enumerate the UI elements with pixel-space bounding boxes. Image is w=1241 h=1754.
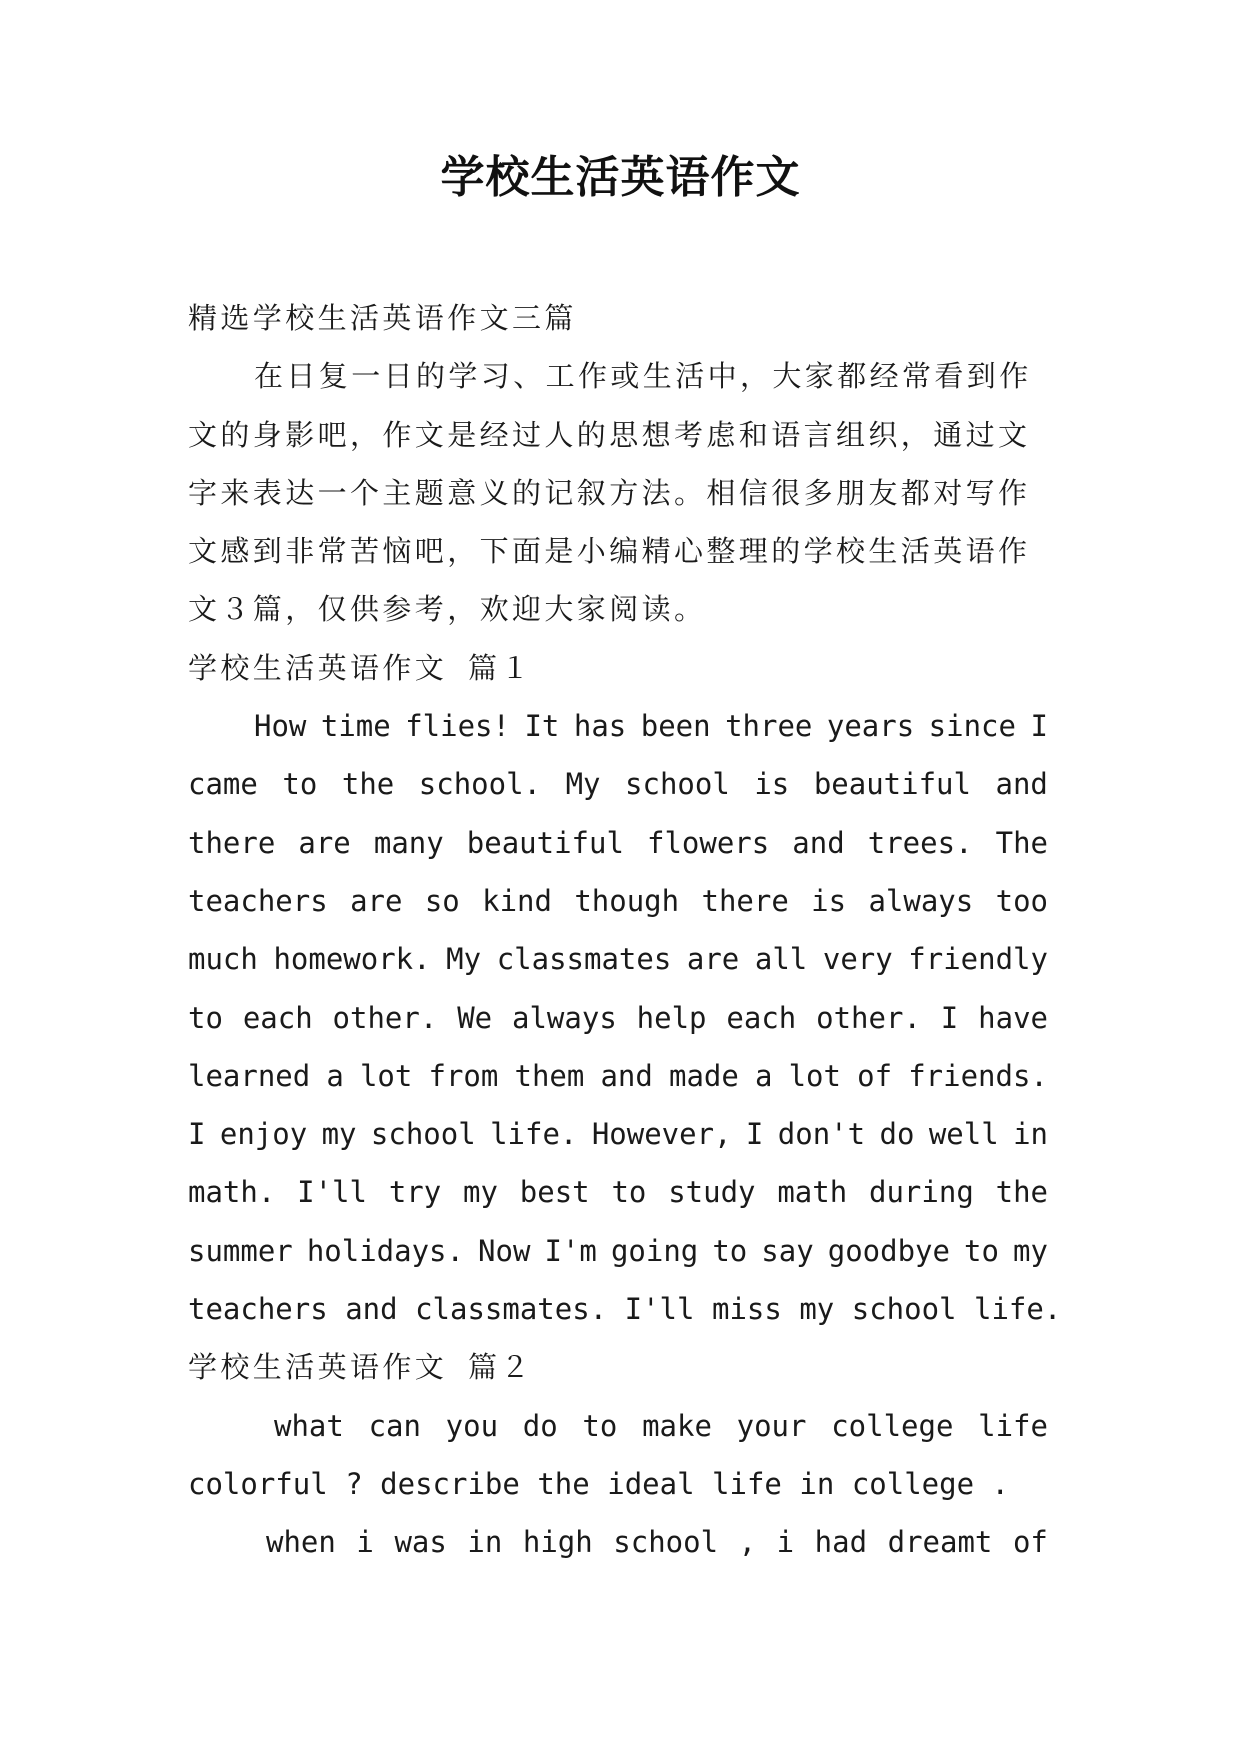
word: classmates	[496, 942, 672, 977]
essay1-line	[188, 755, 1048, 813]
section-heading-1: 学校生活英语作文 篇１	[188, 650, 533, 685]
word: The	[995, 825, 1048, 860]
word: summer	[188, 1233, 293, 1268]
word: friendly	[908, 942, 1048, 977]
word: came	[188, 767, 258, 802]
word: there	[701, 883, 789, 918]
word: to	[188, 1000, 223, 1035]
word: very	[822, 942, 893, 977]
word: my	[463, 1175, 498, 1210]
essay1-line	[188, 1163, 1048, 1221]
intro-line: 文的身影吧，作文是经过人的思想考虑和语言组织，通过文	[188, 417, 1031, 452]
word: well	[928, 1117, 999, 1152]
word: a	[754, 1058, 773, 1093]
word: each	[726, 1000, 797, 1035]
word: friends.	[908, 1058, 1048, 1093]
word: going	[610, 1233, 699, 1268]
word: are	[686, 942, 740, 977]
word: learned	[188, 1058, 311, 1093]
word: ,	[738, 1525, 757, 1560]
word: teachers	[188, 883, 328, 918]
word: the	[537, 1466, 590, 1501]
word: the	[341, 767, 395, 802]
word: has	[573, 709, 627, 744]
word: of	[1012, 1525, 1048, 1560]
word: i	[776, 1525, 795, 1560]
page-title: 学校生活英语作文	[440, 152, 801, 203]
word: don't	[777, 1117, 866, 1152]
word: Now	[478, 1233, 531, 1268]
essay1-line	[188, 1222, 1048, 1280]
word: can	[368, 1408, 421, 1443]
word: life	[978, 1408, 1048, 1443]
word: life.	[490, 1117, 578, 1152]
word: describe	[380, 1466, 520, 1501]
word: i	[356, 1525, 374, 1560]
word: in	[467, 1525, 503, 1560]
word: beautiful	[813, 767, 971, 802]
word: classmates.	[415, 1292, 608, 1327]
word: best	[519, 1175, 590, 1210]
word: and	[792, 825, 845, 860]
word: school	[613, 1525, 719, 1560]
word: my	[321, 1117, 357, 1152]
word: too	[995, 883, 1048, 918]
word: holidays.	[306, 1233, 464, 1268]
intro-line: 文３篇，仅供参考，欢迎大家阅读。	[188, 592, 707, 627]
word: beautiful	[466, 825, 624, 860]
word: when	[266, 1525, 336, 1560]
word: to	[282, 767, 318, 802]
essay1-line	[188, 697, 1048, 755]
document-body	[188, 289, 1062, 1572]
word: do	[879, 1117, 915, 1152]
word: I'll	[297, 1175, 367, 1210]
word: made	[669, 1058, 739, 1093]
word: lot	[788, 1058, 841, 1093]
word: ?	[345, 1466, 363, 1501]
word: dreamt	[887, 1525, 993, 1560]
word: all	[754, 942, 808, 977]
word: I	[1030, 709, 1048, 744]
word: are	[298, 825, 351, 860]
word: do	[522, 1408, 558, 1443]
word: miss	[711, 1292, 782, 1327]
word: trees.	[867, 825, 973, 860]
word: homework.	[273, 942, 431, 977]
essay2-line	[188, 1455, 1048, 1513]
word: high	[522, 1525, 593, 1560]
word: ideal	[607, 1466, 695, 1501]
word: It	[524, 709, 560, 744]
word: in	[1013, 1117, 1048, 1152]
word: I'll	[624, 1292, 695, 1327]
word: goodbye	[827, 1233, 950, 1268]
word: is	[811, 883, 847, 918]
section-heading-2: 学校生活英语作文 篇２	[188, 1350, 533, 1385]
word: math.	[188, 1175, 276, 1210]
word: I	[188, 1117, 206, 1152]
word: my	[799, 1292, 835, 1327]
word: the	[995, 1175, 1048, 1210]
word: to	[712, 1233, 748, 1268]
word: what	[274, 1408, 344, 1443]
word: was	[394, 1525, 447, 1560]
word: though	[574, 883, 680, 918]
word: other.	[332, 1000, 438, 1035]
word: in	[799, 1466, 835, 1501]
word: other.	[816, 1000, 921, 1035]
word: life	[712, 1466, 782, 1501]
word: had	[814, 1525, 868, 1560]
word: We	[457, 1000, 493, 1035]
word: of	[857, 1058, 893, 1093]
word: school	[370, 1117, 476, 1152]
word: and	[345, 1292, 398, 1327]
word: I	[940, 1000, 959, 1035]
word: always	[512, 1000, 617, 1035]
word: to	[582, 1408, 618, 1443]
word: try	[388, 1175, 442, 1210]
word: colorful	[188, 1466, 328, 1501]
word: help	[636, 1000, 707, 1035]
word: years	[826, 709, 915, 744]
word: three	[725, 709, 813, 744]
word: always	[868, 883, 974, 918]
word: so	[424, 883, 460, 918]
essay1-line	[188, 1105, 1048, 1163]
essay1-line	[188, 814, 1048, 872]
essay2-line	[188, 1397, 1048, 1455]
word: say	[761, 1233, 814, 1268]
word: there	[188, 825, 276, 860]
word: and	[600, 1058, 653, 1093]
word: make	[642, 1408, 712, 1443]
word: during	[869, 1175, 974, 1210]
essay1-line	[188, 1280, 1062, 1338]
intro-line: 在日复一日的学习、工作或生活中，大家都经常看到作	[254, 359, 1032, 394]
word: have	[978, 1000, 1048, 1035]
word: My	[565, 767, 601, 802]
essay1-line	[188, 872, 1048, 930]
word: to	[964, 1233, 999, 1268]
word: I'm	[544, 1233, 597, 1268]
word: enjoy	[219, 1117, 308, 1152]
word: been	[640, 709, 711, 744]
word: school.	[418, 767, 542, 802]
word: them	[514, 1058, 585, 1093]
word: are	[350, 883, 403, 918]
word: kind	[482, 883, 552, 918]
subtitle: 精选学校生活英语作文三篇	[188, 301, 577, 335]
word: flies!	[405, 709, 510, 744]
word: college	[851, 1466, 975, 1501]
word: college	[831, 1408, 954, 1443]
word: many	[373, 825, 444, 860]
word: However,	[591, 1117, 732, 1152]
word: How	[254, 709, 307, 744]
word: life.	[974, 1292, 1062, 1327]
essay1-line	[188, 930, 1048, 988]
word: study	[668, 1175, 756, 1210]
word: a	[326, 1058, 344, 1093]
word: and	[995, 767, 1048, 802]
word: .	[991, 1466, 1009, 1501]
word: each	[242, 1000, 313, 1035]
word: time	[320, 709, 391, 744]
word: you	[445, 1408, 499, 1443]
word: My	[446, 942, 482, 977]
word: from	[428, 1058, 499, 1093]
word: school	[851, 1292, 957, 1327]
word: to	[611, 1175, 647, 1210]
intro-line: 字来表达一个主题意义的记叙方法。相信很多朋友都对写作	[188, 475, 1031, 510]
word: lot	[359, 1058, 413, 1093]
word: is	[754, 767, 790, 802]
word: flowers	[647, 825, 770, 860]
word: since	[928, 709, 1016, 744]
word: school	[625, 767, 730, 802]
word: much	[188, 942, 258, 977]
essay1-line	[188, 989, 1048, 1047]
word: I	[745, 1117, 764, 1152]
essay1-line	[188, 1047, 1048, 1105]
word: my	[1013, 1233, 1048, 1268]
essay2-line	[188, 1513, 1048, 1571]
intro-line: 文感到非常苦恼吧，下面是小编精心整理的学校生活英语作	[188, 534, 1031, 569]
word: your	[736, 1408, 807, 1443]
word: teachers	[188, 1292, 328, 1327]
word: math	[777, 1175, 848, 1210]
